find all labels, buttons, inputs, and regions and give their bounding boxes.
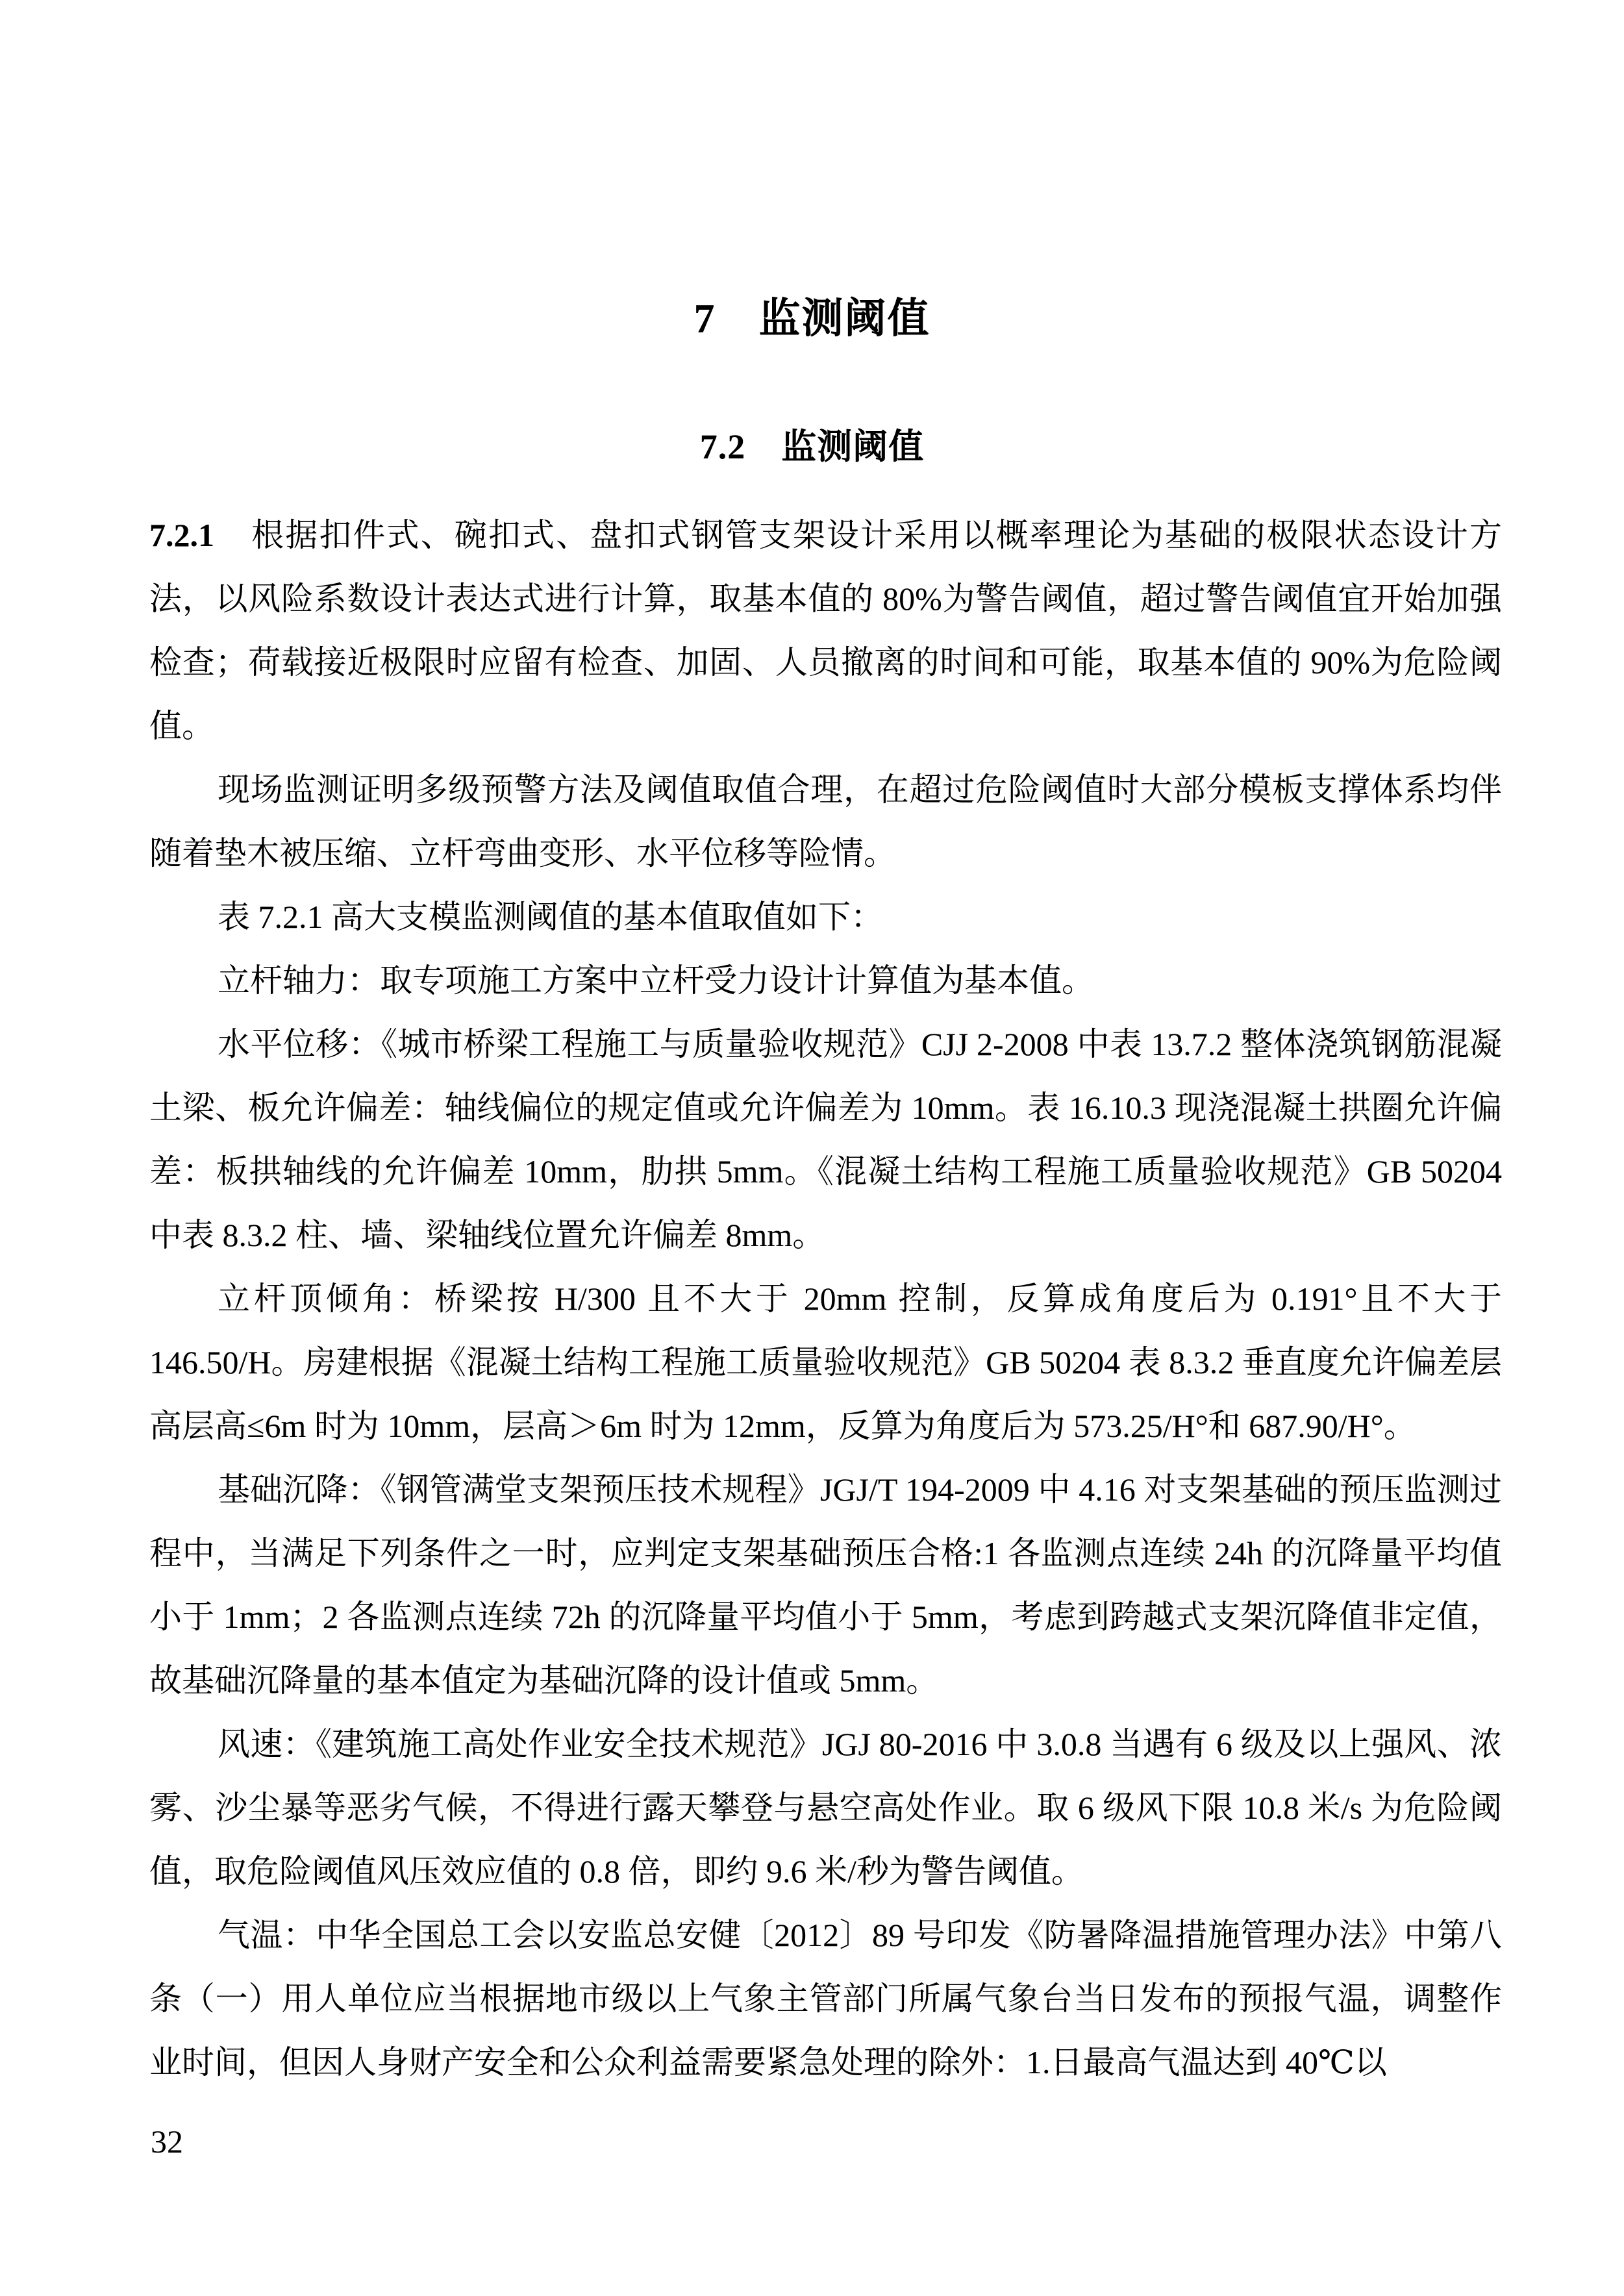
paragraph-field-monitoring: 现场监测证明多级预警方法及阈值取值合理，在超过危险阈值时大部分模板支撑体系均伴随着垫木被压缩、立杆弯曲变形、水平位移等险情。 [149, 771, 1502, 871]
clause-number: 7.2.1 [149, 517, 214, 553]
page-number: 32 [151, 2123, 183, 2160]
paragraph-table-intro: 表 7.2.1 高大支模监测阈值的基本值取值如下： [218, 899, 883, 935]
paragraph-pole-axial-force: 立杆轴力：取专项施工方案中立杆受力设计计算值为基本值。 [218, 962, 1094, 999]
paragraph-horizontal-displacement: 水平位移：《城市桥梁工程施工与质量验收规范》CJJ 2-2008 中表 13.7.2 整体浇筑钢筋混凝土梁、板允许偏差：轴线偏位的规定值或允许偏差为 10mm。表 16.10.3 现浇混凝土拱圈允许偏差：板拱轴线的允许偏差 10mm，肋拱 5mm。《混凝土结构工程施工质量验收规范》GB 50204 中表 8.3.2 柱、墙、梁轴线位置允许偏差 8mm。 [149, 1026, 1502, 1253]
paragraph-wind-speed: 风速：《建筑施工高处作业安全技术规范》JGJ 80-2016 中 3.0.8 当遇有 6 级及以上强风、浓雾、沙尘暴等恶劣气候，不得进行露天攀登与悬空高处作业。取 6 级风下限 10.8 米/s 为危险阈值，取危险阈值风压效应值的 0.8 倍，即约 9.6 米/秒为警告阈值。 [149, 1726, 1502, 1890]
chapter-title: 7 监测阈值 [693, 295, 931, 342]
document-body [0, 467, 1624, 2094]
paragraph-pole-top-inclination: 立杆顶倾角：桥梁按 H/300 且不大于 20mm 控制，反算成角度后为 0.191°且不大于 146.50/H。房建根据《混凝土结构工程施工质量验收规范》GB 50204 表 8.3.2 垂直度允许偏差层高层高≤6m 时为 10mm，层高＞6m 时为 12mm，反算为角度后为 573.25/H°和 687.90/H°。 [149, 1280, 1502, 1444]
clause-text: 根据扣件式、碗扣式、盘扣式钢管支架设计采用以概率理论为基础的极限状态设计方法，以风险系数设计表达式进行计算，取基本值的 80%为警告阈值，超过警告阈值宜开始加强检查；荷载接近极限时应留有检查、加固、人员撤离的时间和可能，取基本值的 90%为危险阈值。 [149, 517, 1502, 744]
section-title: 7.2 监测阈值 [699, 427, 925, 466]
paragraph-air-temperature: 气温：中华全国总工会以安监总安健〔2012〕89 号印发《防暑降温措施管理办法》中第八条（一）用人单位应当根据地市级以上气象主管部门所属气象台当日发布的预报气温，调整作业时间，但因人身财产安全和公众利益需要紧急处理的除外：1.日最高气温达到 40℃以 [149, 1917, 1502, 2080]
paragraph-foundation-settlement: 基础沉降：《钢管满堂支架预压技术规程》JGJ/T 194-2009 中 4.16 对支架基础的预压监测过程中，当满足下列条件之一时，应判定支架基础预压合格:1 各监测点连续 24h 的沉降量平均值小于 1mm；2 各监测点连续 72h 的沉降量平均值小于 5mm，考虑到跨越式支架沉降值非定值，故基础沉降量的基本值定为基础沉降的设计值或 5mm。 [149, 1471, 1502, 1699]
paragraph-clause-7-2-1 [149, 503, 1502, 758]
